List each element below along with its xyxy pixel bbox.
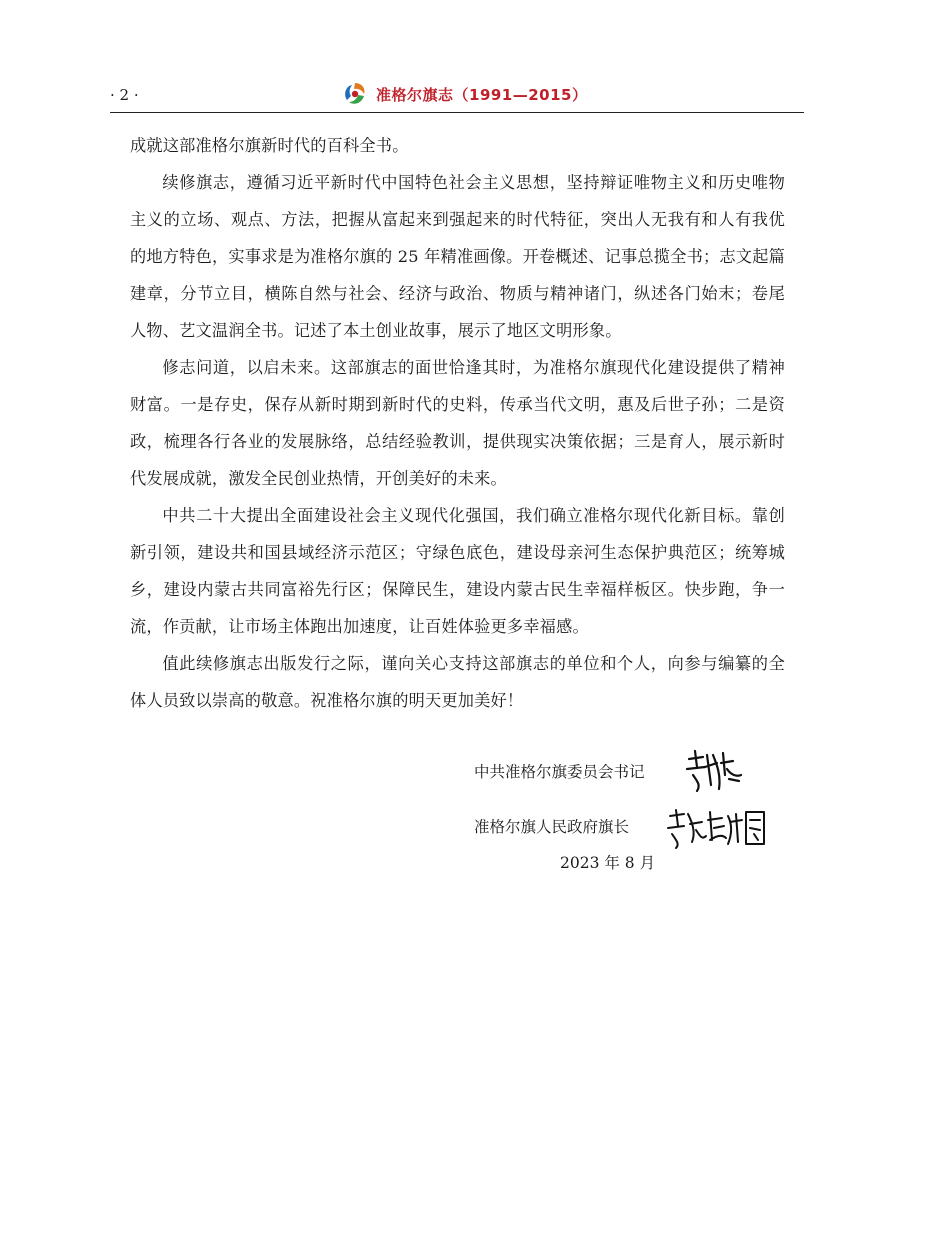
secretary-title: 中共准格尔旗委员会书记 [474, 763, 645, 781]
handwritten-signature-1 [683, 745, 745, 795]
paragraph-continuation: 成就这部准格尔旗新时代的百科全书。 [130, 136, 409, 155]
banner-head-title: 准格尔旗人民政府旗长 [474, 818, 630, 836]
running-header [110, 80, 804, 113]
swirl-logo-icon [342, 81, 368, 107]
running-title: 准格尔旗志（1991—2015） [376, 85, 588, 104]
paragraph: 中共二十大提出全面建设社会主义现代化强国，我们确立准格尔现代化新目标。靠创新引领，建设共和国县域经济示范区；守绿色底色，建设母亲河生态保护典范区；统筹城乡，建设内蒙古共同富裕先行区；保障民生，建设内蒙古民生幸福样板区。快步跑，争一流，作贡献，让市场主体跑出加速度，让百姓体验更多幸福感。 [130, 506, 785, 636]
preface-body [130, 127, 785, 719]
paragraph: 续修旗志，遵循习近平新时代中国特色社会主义思想，坚持辩证唯物主义和历史唯物主义的立场、观点、方法，把握从富起来到强起来的时代特征，突出人无我有和人有我优的地方特色，实事求是为准格尔旗的 25 年精准画像。开卷概述、记事总揽全书；志文起篇建章，分节立目，横陈自然与社会、经济与政治、物质与精神诸门，纵述各门始末；卷尾人物、艺文温润全书。记述了本土创业故事，展示了地区文明形象。 [130, 173, 785, 340]
paragraph: 值此续修旗志出版发行之际，谨向关心支持这部旗志的单位和个人，向参与编纂的全体人员致以崇高的敬意。祝准格尔旗的明天更加美好！ [130, 654, 785, 710]
preface-date: 2023 年 8 月 [560, 854, 656, 872]
running-title-group [342, 81, 588, 107]
page-number: · 2 · [110, 86, 139, 104]
paragraph: 修志问道，以启未来。这部旗志的面世恰逢其时，为准格尔旗现代化建设提供了精神财富。一是存史，保存从新时期到新时代的史料，传承当代文明，惠及后世子孙；二是资政，梳理各行各业的发展脉络，总结经验教训，提供现实决策依据；三是育人，展示新时代发展成就，激发全民创业热情，开创美好的未来。 [130, 358, 785, 488]
handwritten-signature-2 [666, 806, 768, 850]
